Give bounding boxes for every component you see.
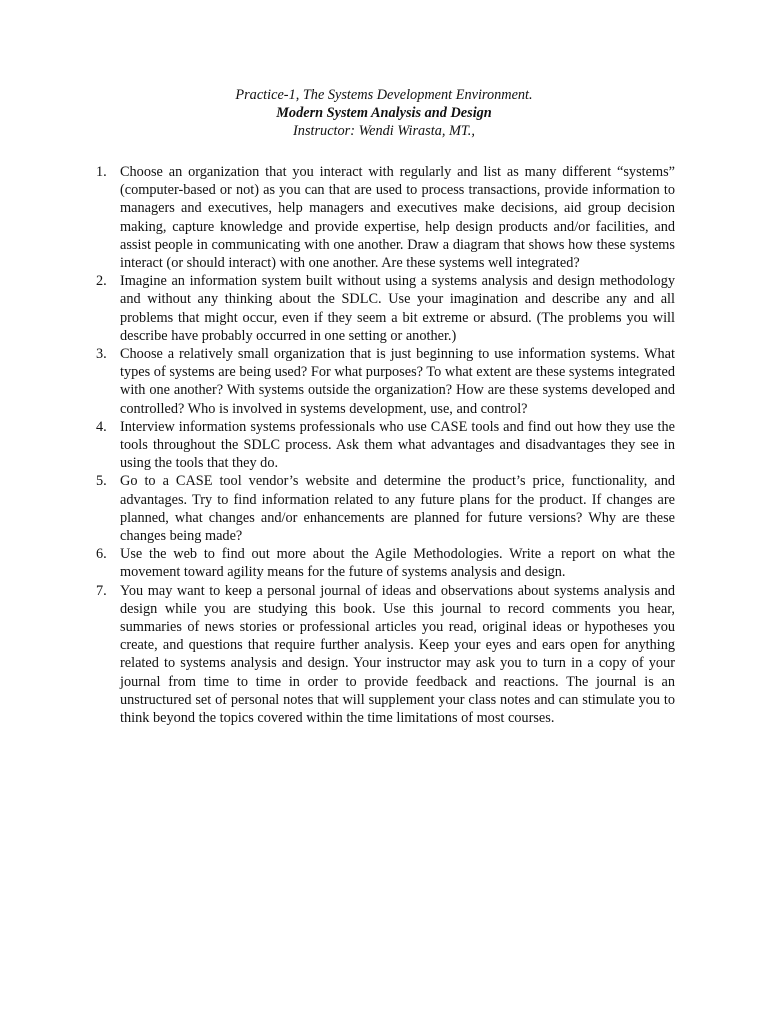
exercise-item	[96, 272, 675, 345]
exercise-text: You may want to keep a personal journal of ideas and observations about systems analysis and design while you are studying this book. Use this journal to record comments you hear, summaries of news stories or professional articles you read, original ideas or hypotheses you create, and questions that require further analysis. Keep your eyes and ears open for anything related to systems analysis and design. Your instructor may ask you to turn in a copy of your journal from time to time in order to provide feedback and reactions. The journal is an unstructured set of personal notes that will supplement your class notes and can stimulate you to think beyond the topics covered within the time limitations of most courses.	[120, 582, 675, 727]
instructor-line: Instructor: Wendi Wirasta, MT.,	[293, 123, 475, 140]
practice-title: Practice-1, The Systems Development Environment.	[235, 87, 533, 103]
exercise-item	[96, 163, 675, 272]
exercise-number: 3.	[96, 346, 107, 363]
exercise-item	[96, 345, 675, 418]
exercise-text: Choose a relatively small organization that is just beginning to use information systems. What types of systems are being used? For what purposes? To what extent are these systems integrated with one another? With systems outside the organization? How are these systems developed and controlled? Who is involved in systems development, use, and control?	[120, 346, 675, 417]
exercise-number: 1.	[96, 164, 107, 180]
exercise-item	[96, 545, 675, 581]
exercise-item	[96, 582, 675, 728]
exercise-number: 5.	[96, 473, 107, 490]
exercise-item	[96, 472, 675, 545]
exercise-text: Interview information systems professionals who use CASE tools and find out how they use the tools throughout the SDLC process. Ask them what advantages and disadvantages they see in using the tools that they do.	[120, 418, 675, 472]
exercise-number: 2.	[96, 273, 107, 290]
document-header	[0, 86, 768, 141]
course-title: Modern System Analysis and Design	[276, 105, 492, 122]
exercise-text: Use the web to find out more about the Agile Methodologies. Write a report on what the movement toward agility means for the future of systems analysis and design.	[120, 546, 675, 581]
exercise-item	[96, 418, 675, 473]
exercise-number: 7.	[96, 582, 107, 599]
exercise-text: Choose an organization that you interact with regularly and list as many different “systems” (computer-based or not) as you can that are used to process transactions, provide information to managers and executives, help managers and executives make decisions, aid group decision making, capture knowledge and provide expertise, help design products and/or facilities, and assist people in communicating with one another. Draw a diagram that shows how these systems interact (or should interact) with one another. Are these systems well integrated?	[120, 164, 675, 272]
exercise-list	[96, 163, 675, 727]
exercise-number: 6.	[96, 546, 107, 563]
exercise-text: Imagine an information system built without using a systems analysis and design methodology and without any thinking about the SDLC. Use your imagination and describe any and all problems that might occur, even if they seem a bit extreme or absurd. (The problems you will describe have probably occurred in one setting or another.)	[120, 273, 675, 344]
exercise-number: 4.	[96, 418, 107, 435]
exercise-text: Go to a CASE tool vendor’s website and determine the product’s price, functionality, and advantages. Try to find information related to any future plans for the product. If changes are planned, what changes and/or enhancements are planned for future versions? Why are these changes being made?	[120, 473, 675, 545]
